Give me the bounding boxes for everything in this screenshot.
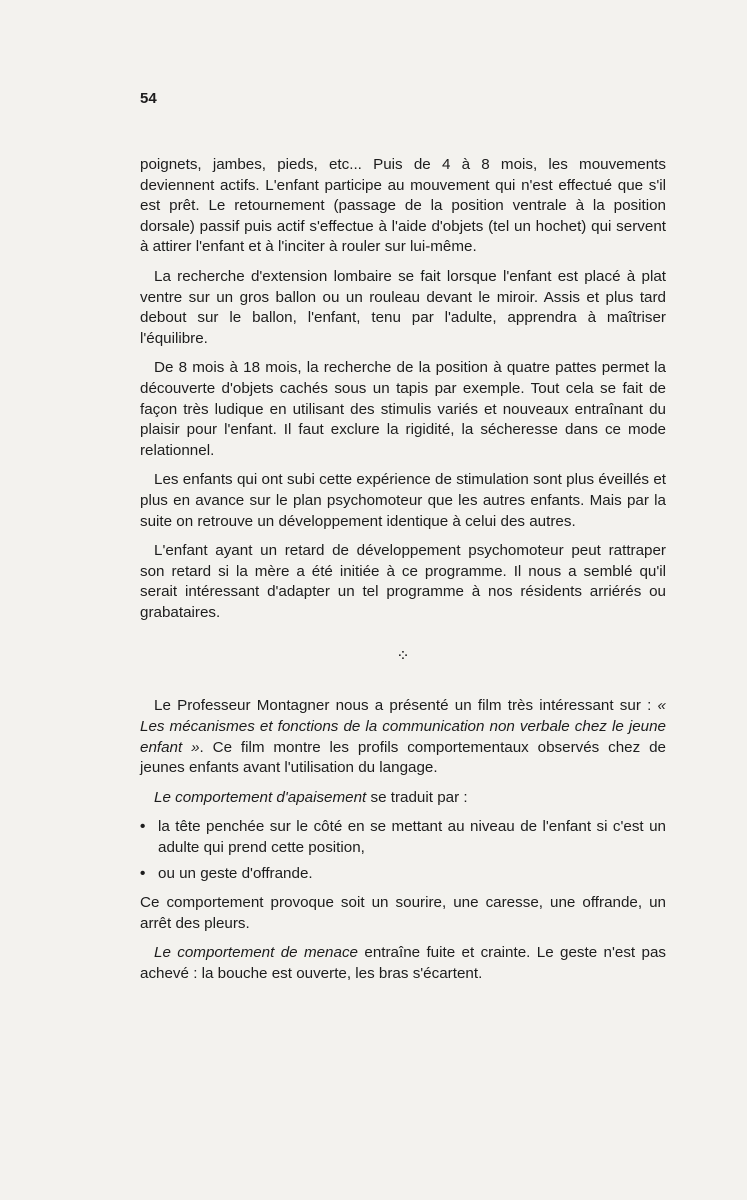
appeasement-list [140,817,666,884]
list-item [140,817,666,858]
paragraph: Les enfants qui ont subi cette expérience de stimulation sont plus éveillés et plus en avance sur le plan psychomoteur que les autres enfants. Mais par la suite on retrouve un développement identique à celui des autres. [140,471,666,530]
list-item-text: la tête penchée sur le côté en se mettant au niveau de l'enfant si c'est un adulte qui prend cette position, [158,818,666,857]
paragraph: poignets, jambes, pieds, etc... Puis de 4 à 8 mois, les mouvements deviennent actifs. L'enfant participe au mouvement qui n'est effectué que s'il est prêt. Le retournement (passage de la position ventrale à la position dorsale) passif puis actif s'effectue à l'aide d'objets (tel un hochet) qui servent à attirer l'enfant et à l'inciter à rouler sur lui-même. [140,156,666,256]
paragraph: L'enfant ayant un retard de développement psychomoteur peut rattraper son retard si la mère a été initiée à ce programme. Il nous a semblé qu'il serait intéressant d'adapter un tel programme à nos résidents arriérés ou grabataires. [140,542,666,621]
body-text [140,155,666,994]
film-intro: Le Professeur Montagner nous a présenté un film très intéressant sur : [154,697,658,715]
section-ornament: ⁘ [396,648,410,666]
page-number: 54 [140,90,157,107]
appeasement-paragraph [140,788,666,809]
film-description: . Ce film montre les profils comportementaux observés chez de jeunes enfants avant l'utilisation du langage. [140,738,666,777]
consequence-paragraph: Ce comportement provoque soit un sourire, une caresse, une offrande, un arrêt des pleurs. [140,894,666,932]
appeasement-intro: se traduit par : [366,788,468,806]
appeasement-term: Le comportement d'apaisement [154,788,367,806]
paragraph: De 8 mois à 18 mois, la recherche de la position à quatre pattes permet la découverte d'objets cachés sous un tapis par exemple. Tout cela se fait de façon très ludique en utilisant des stimulis variés et nouveaux entraînant du plaisir pour l'enfant. Il faut exclure la rigidité, la sécheresse dans ce mode relationnel. [140,359,666,459]
film-title: « Les mécanismes et fonctions de la communication non verbale chez le jeune enfant » [140,697,666,756]
list-item [140,864,666,885]
threat-paragraph [140,943,666,984]
threat-term: Le comportement de menace [154,944,358,962]
threat-description: entraîne fuite et crainte. Le geste n'est pas achevé : la bouche est ouverte, les bras s'écartent. [140,944,666,982]
bullet-icon: • [140,818,146,836]
bullet-icon: • [140,864,146,882]
film-paragraph [140,696,666,778]
paragraph: La recherche d'extension lombaire se fait lorsque l'enfant est placé à plat ventre sur un gros ballon ou un rouleau devant le miroir. Assis et plus tard debout sur le ballon, l'enfant, tenu par l'adulte, apprendra à maîtriser l'équilibre. [140,267,666,347]
list-item-text: ou un geste d'offrande. [158,864,313,882]
